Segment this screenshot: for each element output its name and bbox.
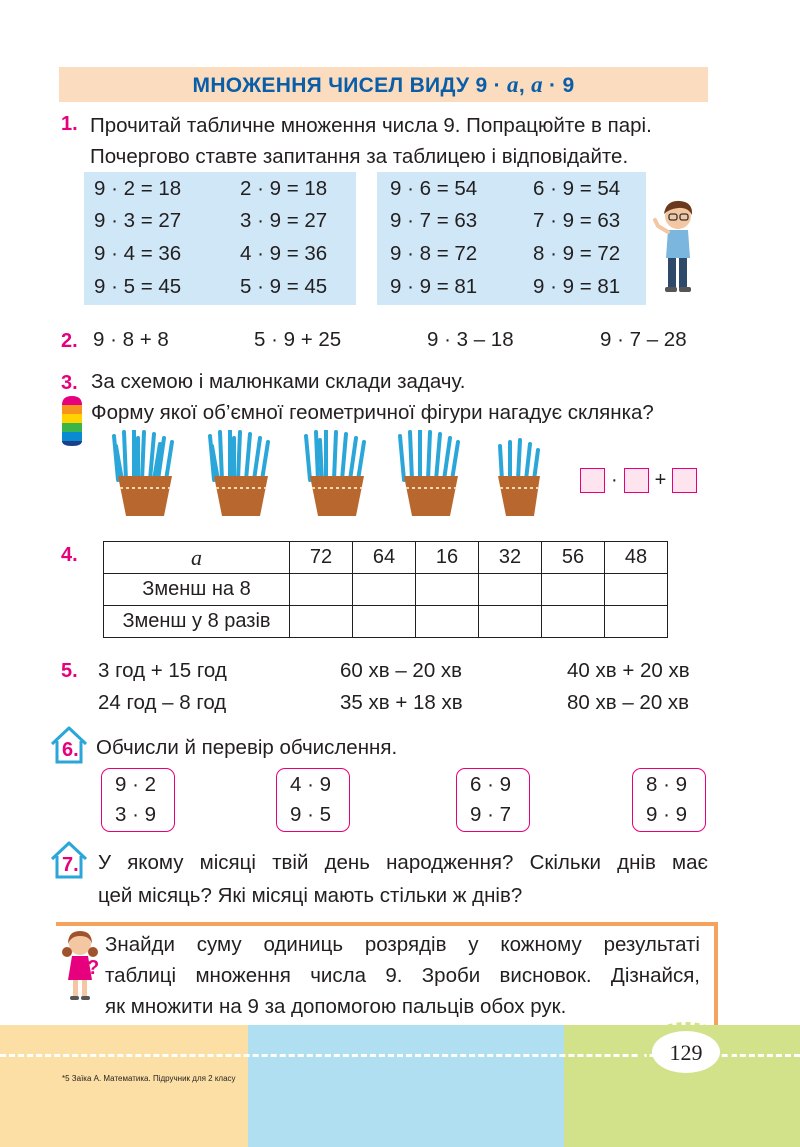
table-cell: 5 · 9 = 45	[240, 275, 328, 298]
task-3-number: 3.	[61, 372, 78, 394]
times-table-right	[377, 172, 646, 305]
table-value: 32	[479, 542, 542, 574]
pencil-cups-illustration	[108, 430, 558, 520]
table-cell: 6 · 9 = 54	[533, 177, 621, 200]
table-cell: 9 · 3 = 27	[94, 209, 182, 232]
table-empty-cell[interactable]	[605, 574, 668, 606]
title-var-2: a	[531, 72, 543, 97]
challenge-line-3: як множити на 9 за допомогою пальців обох рук.	[105, 995, 567, 1018]
page-title	[59, 67, 708, 102]
calc-pair	[456, 768, 530, 832]
table-cell: 9 · 4 = 36	[94, 242, 182, 265]
expression: 9 · 5	[290, 803, 332, 826]
answer-box[interactable]	[624, 468, 649, 493]
task-6-number: 6.	[62, 739, 79, 761]
expression: 5 · 9 + 25	[254, 328, 342, 351]
answer-box[interactable]	[580, 468, 605, 493]
title-mid: ,	[518, 74, 532, 97]
table-cell: 9 · 5 = 45	[94, 275, 182, 298]
table-empty-cell[interactable]	[290, 606, 353, 638]
table-empty-cell[interactable]	[542, 606, 605, 638]
task-1-number: 1.	[61, 113, 78, 135]
task-1-line-2: Почергово ставте запитання за таблицею і відповідайте.	[90, 145, 629, 168]
table-empty-cell[interactable]	[416, 574, 479, 606]
task-6-text: Обчисли й перевір обчислення.	[96, 736, 398, 759]
table-cell: 3 · 9 = 27	[240, 209, 328, 232]
expression: 24 год – 8 год	[98, 691, 227, 714]
calc-pair	[632, 768, 706, 832]
challenge-line-1: Знайди суму одиниць розрядів у кожному результаті	[105, 933, 700, 956]
table-cell: 4 · 9 = 36	[240, 242, 328, 265]
title-var-1: a	[507, 72, 519, 97]
task-7-number: 7.	[62, 854, 79, 876]
table-empty-cell[interactable]	[353, 606, 416, 638]
task-1-line-1: Прочитай табличне множення числа 9. Попрацюйте в парі.	[90, 114, 652, 137]
task-4-number: 4.	[61, 544, 78, 566]
title-suffix: · 9	[542, 74, 575, 97]
expression: 9 · 7 – 28	[600, 328, 687, 351]
footer-band-blue	[248, 1025, 564, 1147]
table-empty-cell[interactable]	[479, 574, 542, 606]
svg-text:?: ?	[87, 957, 100, 979]
table-row-label: Зменш у 8 разів	[104, 606, 290, 638]
task-2-number: 2.	[61, 330, 78, 352]
table-cell: 2 · 9 = 18	[240, 177, 328, 200]
table-empty-cell[interactable]	[479, 606, 542, 638]
expression: 60 хв – 20 хв	[340, 659, 463, 682]
table-cell: 8 · 9 = 72	[533, 242, 621, 265]
table-empty-cell[interactable]	[542, 574, 605, 606]
scheme	[580, 468, 697, 493]
boy-illustration	[652, 196, 702, 296]
scheme-dot: ·	[611, 469, 618, 491]
table-empty-cell[interactable]	[605, 606, 668, 638]
task-4-table	[103, 541, 668, 638]
task-3-line-2: Форму якої об’ємної геометричної фігури нагадує склянка?	[91, 401, 654, 424]
table-cell: 9 · 7 = 63	[390, 209, 478, 232]
table-cell: 7 · 9 = 63	[533, 209, 621, 232]
expression: 9 · 3 – 18	[427, 328, 514, 351]
expression: 4 · 9	[290, 773, 332, 796]
table-empty-cell[interactable]	[290, 574, 353, 606]
table-empty-cell[interactable]	[416, 606, 479, 638]
expression: 6 · 9	[470, 773, 512, 796]
footer-band-orange	[0, 1025, 248, 1147]
pencil-cup	[306, 430, 364, 516]
table-header-var: a	[104, 542, 290, 574]
task-7-line-1: У якому місяці твій день народження? Скільки днів має	[98, 851, 708, 874]
task-7-line-2: цей місяць? Які місяці мають стільки ж днів?	[98, 884, 523, 907]
task-5-number: 5.	[61, 660, 78, 682]
task-3-line-1: За схемою і малюнками склади задачу.	[91, 370, 466, 393]
table-row	[104, 542, 668, 574]
scheme-plus: +	[654, 469, 667, 491]
pencil-cup	[210, 430, 268, 516]
table-row	[104, 606, 668, 638]
footer-note: *5 Заїка А. Математика. Підручник для 2 класу	[62, 1074, 236, 1083]
table-cell: 9 · 2 = 18	[94, 177, 182, 200]
table-value: 48	[605, 542, 668, 574]
table-cell: 9 · 9 = 81	[533, 275, 621, 298]
table-value: 16	[416, 542, 479, 574]
expression: 40 хв + 20 хв	[567, 659, 690, 682]
expression: 8 · 9	[646, 773, 688, 796]
expression: 3 год + 15 год	[98, 659, 227, 682]
expression: 9 · 8 + 8	[93, 328, 169, 351]
table-row	[104, 574, 668, 606]
answer-box[interactable]	[672, 468, 697, 493]
title-prefix: МНОЖЕННЯ ЧИСЕЛ ВИДУ 9 ·	[192, 74, 507, 97]
table-value: 56	[542, 542, 605, 574]
table-value: 64	[353, 542, 416, 574]
table-cell: 9 · 6 = 54	[390, 177, 478, 200]
expression: 9 · 7	[470, 803, 512, 826]
expression: 3 · 9	[115, 803, 157, 826]
pencil-cup	[498, 440, 540, 516]
calc-pair	[276, 768, 350, 832]
challenge-line-2: таблиці множення числа 9. Зроби висновок. Дізнайся,	[105, 964, 700, 987]
table-value: 72	[290, 542, 353, 574]
pencil-cup	[400, 430, 458, 516]
expression: 80 хв – 20 хв	[567, 691, 690, 714]
table-empty-cell[interactable]	[353, 574, 416, 606]
expression: 35 хв + 18 хв	[340, 691, 463, 714]
expression: 9 · 2	[115, 773, 157, 796]
page-number: 129	[669, 1040, 703, 1065]
pencil-cup	[114, 430, 172, 516]
table-row-label: Зменш на 8	[104, 574, 290, 606]
girl-illustration	[60, 928, 100, 1004]
expression: 9 · 9	[646, 803, 688, 826]
calc-pair	[101, 768, 175, 832]
rainbow-pencil-icon	[61, 395, 83, 447]
times-table-left	[84, 172, 356, 305]
table-cell: 9 · 9 = 81	[390, 275, 478, 298]
table-cell: 9 · 8 = 72	[390, 242, 478, 265]
